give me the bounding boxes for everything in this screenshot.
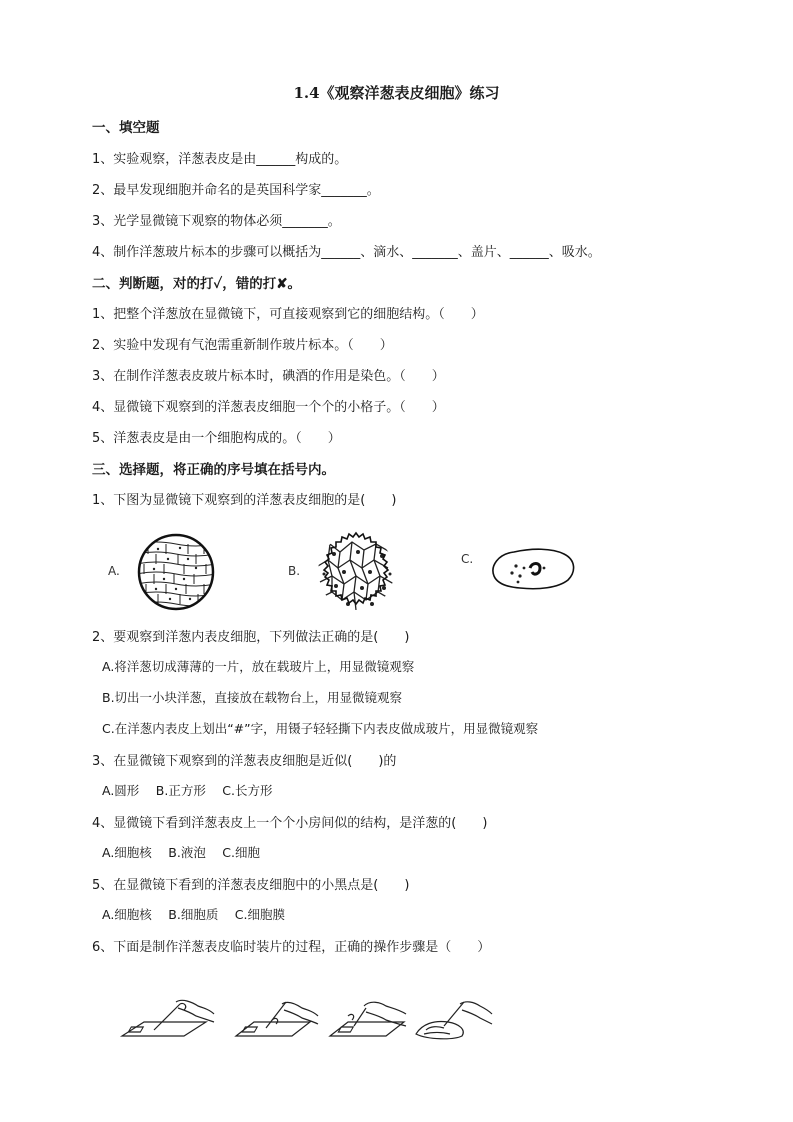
choice-question-2-option-c: C.在洋葱内表皮上划出“#”字，用镊子轻轻撕下内表皮做成玻片，用显微镜观察 <box>102 721 539 736</box>
figure-label-b: B. <box>288 564 301 578</box>
true-false-question-5: 5、洋葱表皮是由一个细胞构成的。（ ） <box>92 431 341 446</box>
true-false-question-2: 2、实验中发现有气泡需重新制作玻片标本。（ ） <box>92 338 393 353</box>
choice-question-5: 5、在显微镜下看到的洋葱表皮细胞中的小黑点是( ) <box>92 878 410 893</box>
cell-figure-c <box>488 546 578 592</box>
choice-question-4-options: A.细胞核 B.液泡 C.细胞 <box>102 845 261 860</box>
slide-step-illustration-1 <box>118 998 218 1042</box>
choice-question-3: 3、在显微镜下观察到的洋葱表皮细胞是近似( )的 <box>92 754 397 769</box>
true-false-question-4: 4、显微镜下观察到的洋葱表皮细胞一个个的小格子。（ ） <box>92 400 445 415</box>
choice-question-2-option-a: A.将洋葱切成薄薄的一片，放在载玻片上，用显微镜观察 <box>102 659 415 674</box>
slide-step-illustration-3 <box>326 998 416 1042</box>
slide-step-illustration-4 <box>414 998 494 1042</box>
choice-question-1: 1、下图为显微镜下观察到的洋葱表皮细胞的是( ) <box>92 493 397 508</box>
slide-step-illustration-2 <box>232 998 322 1042</box>
true-false-question-1: 1、把整个洋葱放在显微镜下，可直接观察到它的细胞结构。（ ） <box>92 307 484 322</box>
choice-question-5-options: A.细胞核 B.细胞质 C.细胞膜 <box>102 907 286 922</box>
choice-question-6: 6、下面是制作洋葱表皮临时装片的过程，正确的操作步骤是（ ） <box>92 940 491 955</box>
section-heading-true-false: 二、判断题，对的打✓，错的打✘。 <box>92 276 302 292</box>
onion-epidermis-figure-a <box>136 532 216 612</box>
choice-question-3-options: A.圆形 B.正方形 C.长方形 <box>102 783 273 798</box>
figure-label-a: A. <box>108 564 120 578</box>
page-title: 1.4《观察洋葱表皮细胞》练习 <box>293 84 500 102</box>
onion-epidermis-figure-b <box>314 530 398 614</box>
fill-blank-question-1: 1、实验观察，洋葱表皮是由______构成的。 <box>92 152 348 167</box>
section-heading-fill-blank: 一、填空题 <box>92 120 160 136</box>
fill-blank-question-2: 2、最早发现细胞并命名的是英国科学家_______。 <box>92 183 380 198</box>
section-heading-multiple-choice: 三、选择题，将正确的序号填在括号内。 <box>92 462 335 478</box>
fill-blank-question-3: 3、光学显微镜下观察的物体必须_______。 <box>92 214 341 229</box>
fill-blank-question-4: 4、制作洋葱玻片标本的步骤可以概括为______、滴水、_______、盖片、______、吸水。 <box>92 245 601 260</box>
choice-question-2-option-b: B.切出一小块洋葱，直接放在载物台上，用显微镜观察 <box>102 690 403 705</box>
figure-label-c: C. <box>461 552 474 566</box>
true-false-question-3: 3、在制作洋葱表皮玻片标本时，碘酒的作用是染色。（ ） <box>92 369 445 384</box>
choice-question-2: 2、要观察到洋葱内表皮细胞，下列做法正确的是( ) <box>92 630 410 645</box>
choice-question-4: 4、显微镜下看到洋葱表皮上一个个小房间似的结构，是洋葱的( ) <box>92 816 488 831</box>
